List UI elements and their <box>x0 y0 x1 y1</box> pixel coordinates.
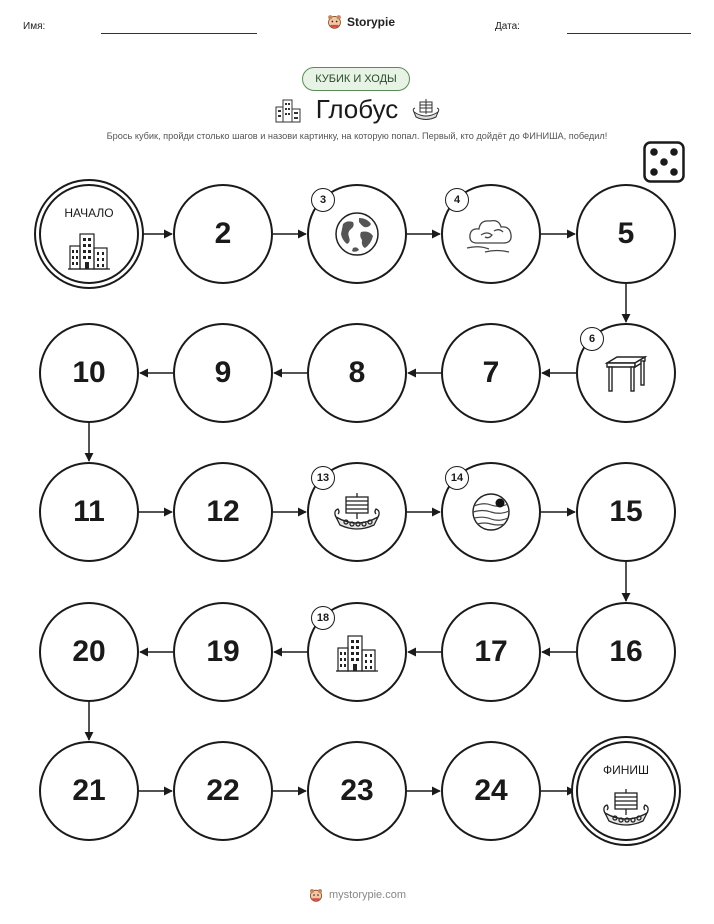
cell-number-badge: 6 <box>580 327 604 351</box>
cell-number-badge: 4 <box>445 188 469 212</box>
board-cell-22[interactable] <box>173 741 273 841</box>
board-cell-17[interactable] <box>441 602 541 702</box>
category-badge: КУБИК И ХОДЫ <box>302 67 410 91</box>
table-icon <box>603 353 649 393</box>
start-cell[interactable] <box>39 184 139 284</box>
storypie-mascot-icon <box>308 887 324 903</box>
cell-number-badge: 13 <box>311 466 335 490</box>
instructions: Брось кубик, пройди столько шагов и назови картинку, на которую попал. Первый, кто дойдёт до ФИНИША, победил! <box>106 131 608 141</box>
cell-number: 10 <box>72 356 106 389</box>
board-cell-2[interactable] <box>173 184 273 284</box>
board-cell-7[interactable] <box>441 323 541 423</box>
cell-number-badge: 3 <box>311 188 335 212</box>
finish-cell[interactable] <box>576 741 676 841</box>
board-cell-12[interactable] <box>173 462 273 562</box>
cell-number: 16 <box>609 635 643 668</box>
buildings-icon <box>335 632 379 672</box>
brand-name: Storypie <box>347 14 396 29</box>
cell-number: 12 <box>206 495 240 528</box>
viking-ship-icon <box>332 491 382 533</box>
cell-number: 17 <box>474 635 508 668</box>
board-cell-10[interactable] <box>39 323 139 423</box>
board-cell-5[interactable] <box>576 184 676 284</box>
date-label: Дата: <box>495 21 520 32</box>
board-cell-19[interactable] <box>173 602 273 702</box>
board-cell-16[interactable] <box>576 602 676 702</box>
board-cell-8[interactable] <box>307 323 407 423</box>
board-cell-24[interactable] <box>441 741 541 841</box>
cell-number: 2 <box>214 217 232 250</box>
board-cell-21[interactable] <box>39 741 139 841</box>
cell-number: 5 <box>617 217 635 250</box>
start-label: НАЧАЛО <box>64 206 114 220</box>
cell-number: 23 <box>340 774 374 807</box>
cell-number: 15 <box>609 495 643 528</box>
cell-number: 8 <box>348 356 366 389</box>
page-title: Глобус <box>315 94 399 124</box>
globe-icon <box>333 210 381 258</box>
planet-icon <box>469 490 513 534</box>
board-cell-15[interactable] <box>576 462 676 562</box>
buildings-icon <box>67 230 111 278</box>
board-cell-23[interactable] <box>307 741 407 841</box>
cell-number-badge: 18 <box>311 606 335 630</box>
wind-cloud-icon <box>465 213 517 255</box>
board-cell-9[interactable] <box>173 323 273 423</box>
cell-number: 22 <box>206 774 240 807</box>
board-cell-20[interactable] <box>39 602 139 702</box>
cell-number: 7 <box>482 356 500 389</box>
finish-label: ФИНИШ <box>602 763 650 777</box>
cell-number: 9 <box>214 356 232 389</box>
cell-number: 24 <box>474 774 508 807</box>
footer <box>0 887 714 903</box>
board-cell-11[interactable] <box>39 462 139 562</box>
cell-number: 11 <box>73 495 105 528</box>
cell-number: 21 <box>72 774 106 807</box>
viking-ship-icon <box>601 787 651 837</box>
cell-number: 20 <box>72 635 106 668</box>
cell-number: 19 <box>206 635 240 668</box>
name-label: Имя: <box>23 21 46 32</box>
cell-number-badge: 14 <box>445 466 469 490</box>
footer-site: mystorypie.com <box>328 889 407 901</box>
